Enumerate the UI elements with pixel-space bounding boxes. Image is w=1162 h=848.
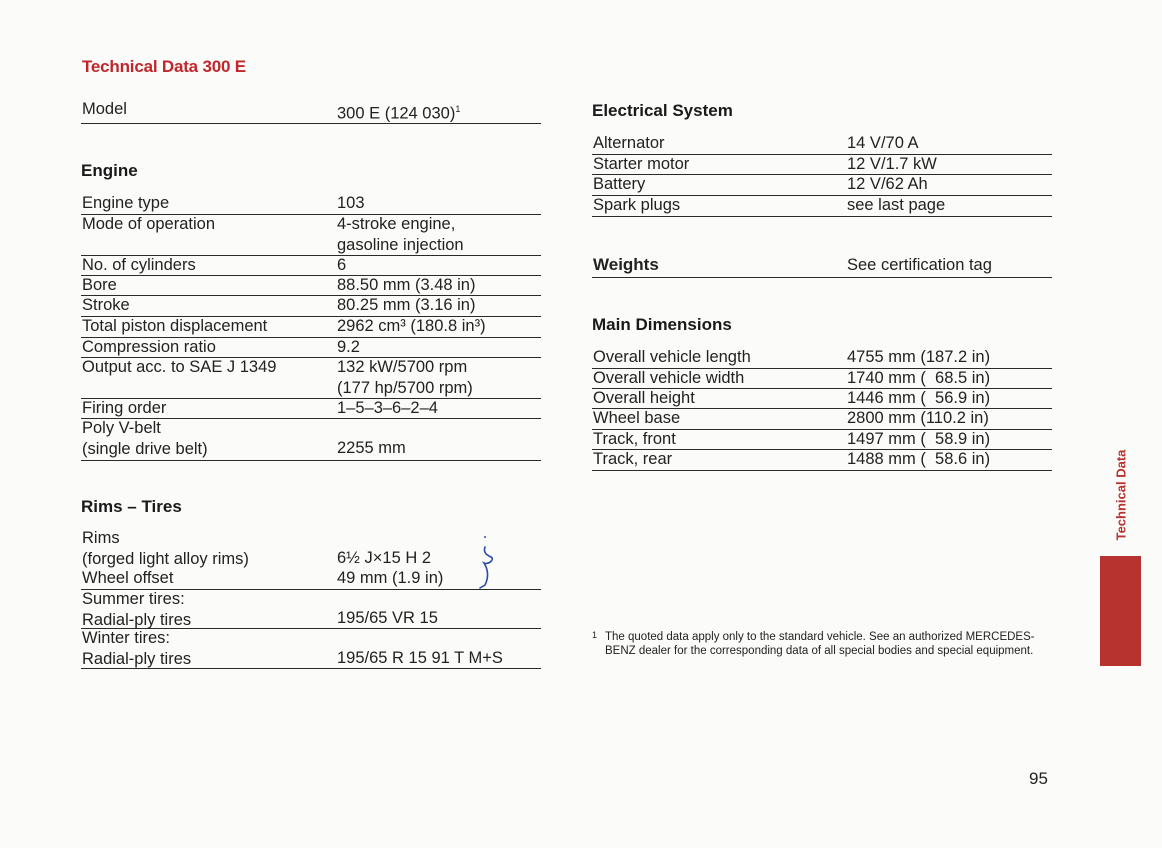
dimensions-row	[592, 429, 1052, 450]
engine-row	[81, 316, 541, 338]
row-value: 132 kW/5700 rpm (177 hp/5700 rpm)	[337, 358, 473, 397]
engine-row	[81, 193, 541, 215]
page-title: Technical Data 300 E	[82, 57, 246, 76]
electrical-row	[592, 154, 1052, 175]
row-label: Battery	[593, 175, 646, 193]
engine-row	[81, 275, 541, 296]
row-label: Spark plugs	[593, 196, 681, 214]
rims-row	[81, 568, 541, 590]
row-value: 1–5–3–6–2–4	[337, 399, 438, 417]
row-value: 14 V/70 A	[847, 134, 919, 152]
row-label: Rims (forged light alloy rims)	[82, 529, 249, 568]
dimensions-row	[592, 408, 1052, 430]
row-value: 1497 mm ( 58.9 in)	[847, 430, 991, 448]
row-label: Summer tires: Radial-ply tires	[82, 590, 192, 629]
weights-row	[592, 255, 1052, 278]
row-label: Poly V-belt (single drive belt)	[82, 419, 208, 458]
row-value: 9.2	[337, 338, 360, 356]
rims-row	[81, 628, 541, 669]
row-label: Mode of operation	[82, 215, 216, 233]
row-label: Starter motor	[593, 155, 690, 173]
dimensions-heading: Main Dimensions	[592, 315, 732, 334]
electrical-row	[592, 133, 1052, 155]
row-label: Total piston displacement	[82, 317, 268, 335]
row-label: Track, front	[593, 430, 676, 448]
row-label: Wheel offset	[82, 569, 174, 587]
row-value: 195/65 R 15 91 T M+S	[337, 649, 503, 667]
weights-label: Weights	[593, 255, 659, 274]
row-label: Compression ratio	[82, 338, 216, 356]
footnote	[592, 631, 1042, 658]
row-label: Engine type	[82, 194, 170, 212]
engine-row	[81, 398, 541, 419]
engine-row	[81, 295, 541, 317]
model-label: Model	[82, 100, 127, 118]
dimensions-row	[592, 368, 1052, 389]
row-value: 2962 cm³ (180.8 in³)	[337, 317, 486, 335]
row-value: 6	[337, 256, 347, 274]
row-value: 49 mm (1.9 in)	[337, 569, 444, 587]
row-label: No. of cylinders	[82, 256, 196, 274]
row-value: see last page	[847, 196, 946, 214]
row-value: 1446 mm ( 56.9 in)	[847, 389, 991, 407]
page-number: 95	[1029, 769, 1048, 788]
model-row	[81, 99, 541, 124]
rims-tires-heading: Rims – Tires	[81, 497, 182, 516]
row-value: 1488 mm ( 58.6 in)	[847, 450, 991, 468]
row-value: 2800 mm (110.2 in)	[847, 409, 989, 427]
engine-row	[81, 255, 541, 276]
row-value: 2255 mm	[337, 439, 406, 457]
engine-row	[81, 418, 541, 461]
dimensions-row	[592, 388, 1052, 409]
row-value: 12 V/1.7 kW	[847, 155, 937, 173]
row-value: 4-stroke engine, gasoline injection	[337, 215, 464, 254]
row-label: Track, rear	[593, 450, 673, 468]
row-value: 195/65 VR 15	[337, 609, 438, 627]
row-value: 103	[337, 194, 365, 212]
engine-row	[81, 337, 541, 358]
electrical-row	[592, 174, 1052, 196]
engine-row	[81, 357, 541, 399]
row-value: 1740 mm ( 68.5 in)	[847, 369, 991, 387]
dimensions-row	[592, 347, 1052, 369]
side-tab-label: Technical Data	[1113, 449, 1129, 541]
electrical-heading: Electrical System	[592, 101, 733, 120]
side-tab	[1100, 556, 1141, 666]
row-value: 88.50 mm (3.48 in)	[337, 276, 476, 294]
weights-value: See certification tag	[847, 256, 992, 274]
row-label: Overall height	[593, 389, 695, 407]
electrical-row	[592, 195, 1052, 217]
row-label: Alternator	[593, 134, 665, 152]
row-label: Winter tires: Radial-ply tires	[82, 629, 192, 668]
engine-heading: Engine	[81, 161, 138, 180]
row-value: 6½ J×15 H 2	[337, 549, 432, 567]
dimensions-row	[592, 449, 1052, 471]
row-value: 4755 mm (187.2 in)	[847, 348, 991, 366]
model-value: 300 E (124 030)$^1$	[337, 104, 461, 123]
footnote-ref: 1	[455, 104, 461, 114]
footnote-mark: 1	[592, 630, 598, 640]
row-label: Overall vehicle width	[593, 369, 745, 387]
rims-row	[81, 589, 541, 629]
row-label: Overall vehicle length	[593, 348, 751, 366]
rims-row	[81, 528, 541, 568]
row-label: Stroke	[82, 296, 130, 314]
row-value: 12 V/62 Ah	[847, 175, 928, 193]
row-label: Output acc. to SAE J 1349	[82, 358, 277, 376]
engine-row	[81, 214, 541, 256]
row-label: Wheel base	[593, 409, 681, 427]
row-label: Bore	[82, 276, 117, 294]
pen-mark-icon	[473, 533, 503, 591]
row-label: Firing order	[82, 399, 167, 417]
footnote-text: The quoted data apply only to the standard vehicle. See an authorized MERCEDES-BENZ dealer for the corresponding data of all special bodies and special equipment.	[605, 631, 1035, 657]
row-value: 80.25 mm (3.16 in)	[337, 296, 476, 314]
